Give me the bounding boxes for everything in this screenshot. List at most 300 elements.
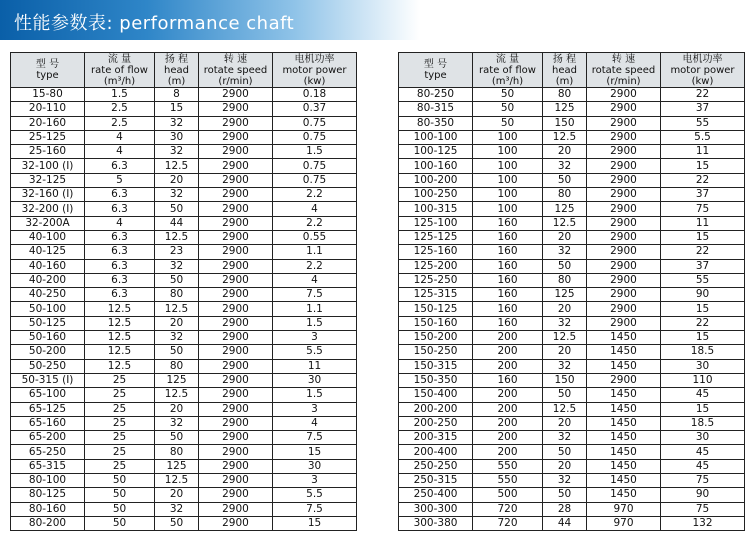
table-row — [11, 145, 357, 159]
cell-head: 125 — [543, 202, 587, 216]
cell-power: 1.1 — [273, 245, 357, 259]
cell-type: 65-160 — [11, 416, 85, 430]
table-row — [399, 88, 745, 102]
cell-power: 1.1 — [273, 302, 357, 316]
cell-speed: 2900 — [199, 474, 273, 488]
table-row — [11, 402, 357, 416]
header-power — [661, 53, 745, 88]
cell-type: 200-400 — [399, 445, 473, 459]
cell-power: 3 — [273, 331, 357, 345]
cell-speed: 2900 — [199, 230, 273, 244]
cell-type: 65-100 — [11, 388, 85, 402]
header-flow-en: rate of flow — [479, 64, 536, 76]
header-flow-cn: 流 量 — [495, 53, 520, 65]
cell-power: 55 — [661, 273, 745, 287]
cell-power: 11 — [273, 359, 357, 373]
cell-flow: 12.5 — [85, 316, 155, 330]
cell-power: 45 — [661, 388, 745, 402]
cell-type: 200-250 — [399, 416, 473, 430]
cell-speed: 2900 — [587, 116, 661, 130]
table-row — [11, 188, 357, 202]
table-row — [399, 445, 745, 459]
cell-power: 22 — [661, 173, 745, 187]
cell-power: 0.75 — [273, 130, 357, 144]
cell-power: 5.5 — [661, 130, 745, 144]
cell-flow: 160 — [473, 302, 543, 316]
cell-head: 50 — [543, 488, 587, 502]
cell-power: 22 — [661, 88, 745, 102]
performance-table-right — [398, 52, 745, 531]
cell-speed: 2900 — [587, 102, 661, 116]
cell-speed: 2900 — [587, 130, 661, 144]
cell-speed: 2900 — [199, 173, 273, 187]
cell-speed: 2900 — [199, 373, 273, 387]
cell-speed: 2900 — [587, 288, 661, 302]
cell-flow: 100 — [473, 202, 543, 216]
cell-flow: 160 — [473, 373, 543, 387]
cell-flow: 6.3 — [85, 188, 155, 202]
table-row — [11, 474, 357, 488]
table-row — [11, 388, 357, 402]
cell-type: 80-250 — [399, 88, 473, 102]
header-speed-en: rotate speed — [591, 64, 656, 76]
cell-type: 32-200 (Ⅰ) — [11, 202, 85, 216]
cell-power: 75 — [661, 502, 745, 516]
cell-head: 32 — [543, 316, 587, 330]
cell-head: 12.5 — [155, 302, 199, 316]
cell-head: 44 — [155, 216, 199, 230]
cell-flow: 500 — [473, 488, 543, 502]
cell-head: 8 — [155, 88, 199, 102]
cell-speed: 2900 — [199, 116, 273, 130]
cell-power: 18.5 — [661, 416, 745, 430]
header-head-cn: 扬 程 — [164, 53, 189, 65]
cell-flow: 50 — [473, 116, 543, 130]
cell-speed: 1450 — [587, 445, 661, 459]
header-type-cn: 型 号 — [423, 59, 448, 70]
cell-flow: 25 — [85, 416, 155, 430]
table-row — [11, 245, 357, 259]
cell-speed: 2900 — [587, 230, 661, 244]
header-type — [11, 53, 85, 88]
table-row — [399, 459, 745, 473]
header-power-en: motor power — [670, 64, 735, 76]
cell-head: 125 — [155, 373, 199, 387]
cell-speed: 2900 — [199, 331, 273, 345]
cell-head: 32 — [155, 502, 199, 516]
table-row — [399, 259, 745, 273]
cell-head: 50 — [155, 516, 199, 530]
cell-power: 0.75 — [273, 159, 357, 173]
cell-speed: 2900 — [587, 259, 661, 273]
cell-flow: 6.3 — [85, 230, 155, 244]
table-row — [11, 102, 357, 116]
cell-type: 65-200 — [11, 431, 85, 445]
cell-type: 200-200 — [399, 402, 473, 416]
cell-type: 80-125 — [11, 488, 85, 502]
cell-speed: 1450 — [587, 388, 661, 402]
cell-flow: 12.5 — [85, 359, 155, 373]
cell-flow: 2.5 — [85, 116, 155, 130]
cell-flow: 200 — [473, 331, 543, 345]
cell-speed: 2900 — [199, 202, 273, 216]
cell-type: 150-250 — [399, 345, 473, 359]
table-row — [11, 345, 357, 359]
header-head-unit: (m) — [167, 75, 186, 87]
cell-flow: 100 — [473, 188, 543, 202]
cell-type: 65-315 — [11, 459, 85, 473]
cell-power: 15 — [661, 302, 745, 316]
cell-power: 15 — [661, 230, 745, 244]
cell-speed: 1450 — [587, 402, 661, 416]
cell-power: 22 — [661, 316, 745, 330]
header-power-cn: 电机功率 — [682, 53, 723, 65]
cell-head: 32 — [543, 431, 587, 445]
cell-flow: 200 — [473, 445, 543, 459]
cell-flow: 12.5 — [85, 345, 155, 359]
cell-speed: 2900 — [199, 516, 273, 530]
table-row — [399, 402, 745, 416]
cell-head: 150 — [543, 373, 587, 387]
cell-speed: 2900 — [199, 431, 273, 445]
cell-type: 125-160 — [399, 245, 473, 259]
cell-type: 250-250 — [399, 459, 473, 473]
cell-head: 32 — [543, 245, 587, 259]
cell-speed: 1450 — [587, 431, 661, 445]
table-row — [399, 302, 745, 316]
cell-speed: 2900 — [587, 88, 661, 102]
cell-speed: 2900 — [199, 402, 273, 416]
cell-flow: 200 — [473, 416, 543, 430]
table-row — [399, 188, 745, 202]
cell-head: 12.5 — [155, 388, 199, 402]
cell-speed: 2900 — [199, 245, 273, 259]
header-type — [399, 53, 473, 88]
table-row — [11, 302, 357, 316]
table-row — [399, 502, 745, 516]
cell-flow: 12.5 — [85, 302, 155, 316]
cell-head: 125 — [155, 459, 199, 473]
cell-head: 50 — [543, 445, 587, 459]
cell-type: 40-125 — [11, 245, 85, 259]
table-row — [11, 216, 357, 230]
table-row — [399, 373, 745, 387]
cell-power: 4 — [273, 202, 357, 216]
cell-power: 75 — [661, 474, 745, 488]
cell-flow: 6.3 — [85, 159, 155, 173]
cell-type: 150-200 — [399, 331, 473, 345]
cell-head: 20 — [543, 345, 587, 359]
cell-type: 100-125 — [399, 145, 473, 159]
cell-head: 125 — [543, 288, 587, 302]
cell-power: 0.18 — [273, 88, 357, 102]
header-head — [543, 53, 587, 88]
cell-head: 20 — [543, 459, 587, 473]
cell-power: 11 — [661, 216, 745, 230]
cell-flow: 720 — [473, 502, 543, 516]
table-row — [399, 159, 745, 173]
cell-type: 150-400 — [399, 388, 473, 402]
cell-head: 50 — [543, 173, 587, 187]
cell-head: 125 — [543, 102, 587, 116]
cell-head: 32 — [155, 145, 199, 159]
cell-head: 15 — [155, 102, 199, 116]
cell-head: 12.5 — [543, 216, 587, 230]
table-row — [399, 230, 745, 244]
cell-power: 0.55 — [273, 230, 357, 244]
table-row — [399, 488, 745, 502]
table-row — [399, 316, 745, 330]
cell-head: 30 — [155, 130, 199, 144]
cell-flow: 6.3 — [85, 245, 155, 259]
cell-power: 90 — [661, 488, 745, 502]
cell-head: 80 — [155, 359, 199, 373]
cell-flow: 50 — [85, 502, 155, 516]
cell-type: 65-125 — [11, 402, 85, 416]
header-head-unit: (m) — [555, 75, 574, 87]
cell-flow: 12.5 — [85, 331, 155, 345]
table-row — [11, 359, 357, 373]
table-row — [399, 202, 745, 216]
cell-type: 32-160 (Ⅰ) — [11, 188, 85, 202]
header-flow — [85, 53, 155, 88]
cell-power: 110 — [661, 373, 745, 387]
cell-flow: 720 — [473, 516, 543, 530]
table-body-left — [11, 88, 357, 531]
cell-type: 100-200 — [399, 173, 473, 187]
cell-speed: 2900 — [199, 188, 273, 202]
cell-type: 15-80 — [11, 88, 85, 102]
cell-power: 45 — [661, 459, 745, 473]
cell-speed: 970 — [587, 502, 661, 516]
header-power-cn: 电机功率 — [294, 53, 335, 65]
table-row — [11, 431, 357, 445]
cell-type: 150-125 — [399, 302, 473, 316]
cell-speed: 2900 — [199, 416, 273, 430]
cell-head: 20 — [155, 488, 199, 502]
table-row — [11, 130, 357, 144]
page-title: 性能参数表: performance chaft — [14, 13, 295, 34]
table-row — [399, 288, 745, 302]
cell-type: 40-160 — [11, 259, 85, 273]
cell-head: 50 — [543, 388, 587, 402]
cell-flow: 160 — [473, 259, 543, 273]
cell-power: 1.5 — [273, 145, 357, 159]
cell-speed: 2900 — [199, 259, 273, 273]
header-speed-unit: (r/min) — [218, 75, 253, 87]
header-type-en: type — [36, 70, 59, 81]
cell-type: 40-250 — [11, 288, 85, 302]
cell-speed: 2900 — [587, 302, 661, 316]
cell-head: 12.5 — [155, 159, 199, 173]
cell-type: 300-380 — [399, 516, 473, 530]
cell-speed: 1450 — [587, 331, 661, 345]
cell-head: 80 — [543, 273, 587, 287]
table-row — [11, 288, 357, 302]
table-row — [399, 359, 745, 373]
table-row — [11, 116, 357, 130]
cell-speed: 2900 — [199, 359, 273, 373]
cell-type: 125-250 — [399, 273, 473, 287]
cell-type: 125-200 — [399, 259, 473, 273]
cell-flow: 160 — [473, 316, 543, 330]
table-row — [11, 202, 357, 216]
table-row — [11, 316, 357, 330]
table-row — [399, 173, 745, 187]
cell-head: 80 — [155, 445, 199, 459]
cell-power: 15 — [273, 445, 357, 459]
cell-power: 15 — [661, 159, 745, 173]
header-type-en: type — [424, 70, 447, 81]
cell-flow: 200 — [473, 431, 543, 445]
table-row — [399, 474, 745, 488]
cell-speed: 1450 — [587, 474, 661, 488]
cell-power: 75 — [661, 202, 745, 216]
cell-type: 80-200 — [11, 516, 85, 530]
cell-type: 32-100 (Ⅰ) — [11, 159, 85, 173]
cell-power: 4 — [273, 416, 357, 430]
cell-flow: 6.3 — [85, 273, 155, 287]
cell-power: 0.75 — [273, 173, 357, 187]
cell-speed: 2900 — [199, 488, 273, 502]
cell-power: 30 — [661, 359, 745, 373]
header-speed — [587, 53, 661, 88]
cell-power: 11 — [661, 145, 745, 159]
cell-power: 37 — [661, 259, 745, 273]
cell-flow: 6.3 — [85, 259, 155, 273]
cell-speed: 2900 — [199, 302, 273, 316]
table-row — [399, 130, 745, 144]
table-row — [11, 459, 357, 473]
cell-speed: 2900 — [199, 288, 273, 302]
table-row — [399, 145, 745, 159]
header-flow-en: rate of flow — [91, 64, 148, 76]
table-row — [399, 102, 745, 116]
table-row — [399, 516, 745, 530]
cell-type: 80-160 — [11, 502, 85, 516]
cell-head: 20 — [155, 173, 199, 187]
cell-power: 55 — [661, 116, 745, 130]
cell-speed: 2900 — [199, 459, 273, 473]
cell-head: 20 — [543, 302, 587, 316]
cell-type: 125-315 — [399, 288, 473, 302]
table-row — [399, 345, 745, 359]
table-row — [11, 416, 357, 430]
cell-flow: 2.5 — [85, 102, 155, 116]
cell-head: 32 — [155, 416, 199, 430]
cell-type: 50-200 — [11, 345, 85, 359]
cell-flow: 550 — [473, 459, 543, 473]
header-speed-unit: (r/min) — [606, 75, 641, 87]
cell-head: 20 — [155, 316, 199, 330]
table-row — [399, 416, 745, 430]
cell-type: 100-315 — [399, 202, 473, 216]
cell-power: 4 — [273, 273, 357, 287]
cell-flow: 25 — [85, 431, 155, 445]
cell-power: 3 — [273, 474, 357, 488]
cell-head: 12.5 — [543, 331, 587, 345]
header-power-unit: (kw) — [691, 75, 714, 87]
header-flow — [473, 53, 543, 88]
table-row — [11, 173, 357, 187]
cell-head: 50 — [543, 259, 587, 273]
cell-power: 7.5 — [273, 288, 357, 302]
table-row — [399, 216, 745, 230]
cell-speed: 1450 — [587, 488, 661, 502]
cell-head: 20 — [155, 402, 199, 416]
header-power — [273, 53, 357, 88]
cell-power: 37 — [661, 188, 745, 202]
cell-flow: 200 — [473, 345, 543, 359]
cell-speed: 2900 — [587, 316, 661, 330]
cell-type: 50-125 — [11, 316, 85, 330]
cell-head: 150 — [543, 116, 587, 130]
cell-speed: 2900 — [199, 145, 273, 159]
cell-type: 25-160 — [11, 145, 85, 159]
cell-type: 20-160 — [11, 116, 85, 130]
cell-head: 50 — [155, 431, 199, 445]
cell-speed: 2900 — [199, 159, 273, 173]
table-row — [11, 159, 357, 173]
cell-power: 1.5 — [273, 388, 357, 402]
cell-type: 100-160 — [399, 159, 473, 173]
cell-speed: 1450 — [587, 345, 661, 359]
cell-flow: 4 — [85, 130, 155, 144]
cell-head: 32 — [543, 474, 587, 488]
cell-speed: 2900 — [587, 245, 661, 259]
table-row — [399, 116, 745, 130]
cell-flow: 160 — [473, 245, 543, 259]
table-row — [399, 388, 745, 402]
header-speed-en: rotate speed — [203, 64, 268, 76]
cell-power: 18.5 — [661, 345, 745, 359]
cell-power: 5.5 — [273, 488, 357, 502]
table-row — [11, 502, 357, 516]
cell-type: 25-125 — [11, 130, 85, 144]
cell-speed: 2900 — [199, 445, 273, 459]
cell-flow: 100 — [473, 159, 543, 173]
cell-head: 20 — [543, 145, 587, 159]
table-row — [399, 331, 745, 345]
cell-type: 50-250 — [11, 359, 85, 373]
cell-speed: 1450 — [587, 459, 661, 473]
cell-type: 40-100 — [11, 230, 85, 244]
header-speed — [199, 53, 273, 88]
table-row — [11, 488, 357, 502]
cell-head: 23 — [155, 245, 199, 259]
cell-flow: 25 — [85, 373, 155, 387]
header-power-unit: (kw) — [303, 75, 326, 87]
cell-speed: 2900 — [199, 273, 273, 287]
cell-flow: 25 — [85, 402, 155, 416]
table-row — [11, 88, 357, 102]
cell-speed: 2900 — [587, 173, 661, 187]
cell-type: 125-125 — [399, 230, 473, 244]
cell-speed: 2900 — [199, 502, 273, 516]
cell-power: 15 — [661, 402, 745, 416]
cell-flow: 1.5 — [85, 88, 155, 102]
cell-power: 15 — [661, 331, 745, 345]
cell-power: 1.5 — [273, 316, 357, 330]
header-row — [399, 53, 745, 88]
cell-flow: 5 — [85, 173, 155, 187]
cell-flow: 25 — [85, 445, 155, 459]
table-row — [11, 445, 357, 459]
cell-speed: 2900 — [199, 345, 273, 359]
header-head — [155, 53, 199, 88]
cell-speed: 2900 — [587, 202, 661, 216]
cell-speed: 1450 — [587, 416, 661, 430]
